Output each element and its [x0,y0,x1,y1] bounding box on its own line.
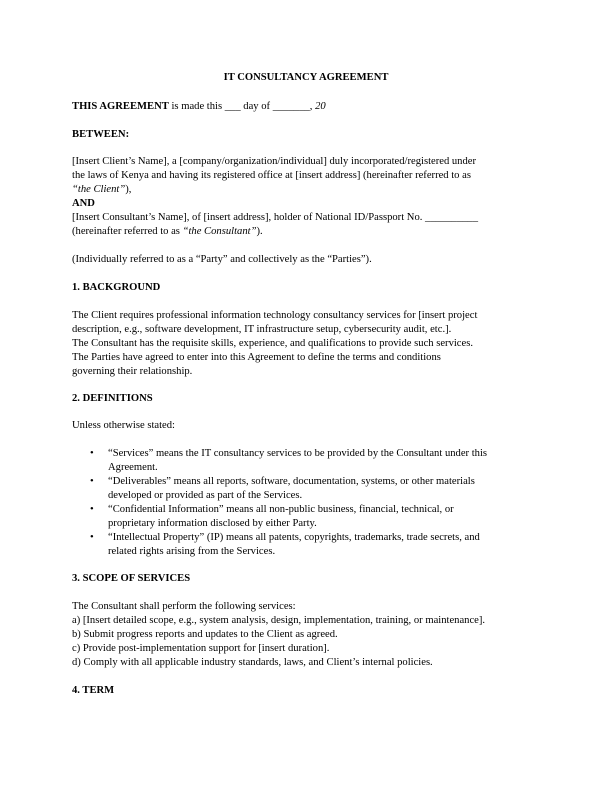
parties-note: (Individually referred to as a “Party” and collectively as the “Parties”). [72,254,372,265]
scope-item: d) Comply with all applicable industry standards, laws, and Client’s internal policies. [72,657,433,668]
background-line: The Consultant has the requisite skills, experience, and qualifications to provide such services. [72,338,473,349]
scope-lead: The Consultant shall perform the following services: [72,601,296,612]
definitions-heading: 2. DEFINITIONS [72,393,153,404]
definition-item-line: “Services” means the IT consultancy services to be provided by the Consultant under this [108,448,488,459]
client-line-3 [72,183,131,197]
bullet-marker: • [90,504,94,515]
bullet-marker: • [90,448,94,459]
client-line-3-rest: ), [125,184,132,195]
background-heading: 1. BACKGROUND [72,282,161,293]
term-heading: 4. TERM [72,685,115,696]
definitions-lead: Unless otherwise stated: [72,420,175,431]
definition-item-line: “Deliverables” means all reports, software, documentation, systems, or other materials [108,476,475,487]
definition-item-line: developed or provided as part of the Services. [108,490,303,501]
consultant-line-2 [72,225,263,239]
intro-text: is made this ___ day of _______, [168,101,316,112]
definition-item-line: proprietary information disclosed by either Party. [108,518,317,529]
scope-heading: 3. SCOPE OF SERVICES [72,573,191,584]
client-defined-term: “the Client” [72,184,126,195]
intro-year: 20 [315,101,326,112]
background-line: governing their relationship. [72,366,193,377]
between-heading: BETWEEN: [72,129,130,140]
scope-item: c) Provide post-implementation support for [insert duration]. [72,643,330,654]
intro-bold: THIS AGREEMENT [72,101,169,112]
consultant-line-1: [Insert Consultant’s Name], of [insert address], holder of National ID/Passport No. __________ [72,212,479,223]
definition-item-line: “Intellectual Property” (IP) means all patents, copyrights, trademarks, trade secrets, and [108,532,480,543]
scope-item: a) [Insert detailed scope, e.g., system analysis, design, implementation, training, or maintenance]. [72,615,486,626]
consultant-line-2-post: ). [256,226,263,237]
definition-item-line: “Confidential Information” means all non-public business, financial, technical, or [108,504,454,515]
agreement-intro [72,100,326,114]
definition-item-line: Agreement. [108,462,158,473]
client-line-2: the laws of Kenya and having its registered office at [insert address] (hereinafter referred to as [72,170,471,181]
scope-item: b) Submit progress reports and updates to the Client as agreed. [72,629,338,640]
bullet-marker: • [90,532,94,543]
background-line: description, e.g., software development, IT infrastructure setup, cybersecurity audit, etc.]. [72,324,452,335]
background-line: The Parties have agreed to enter into this Agreement to define the terms and conditions [72,352,441,363]
client-line-1: [Insert Client’s Name], a [company/organization/individual] duly incorporated/registered under [72,156,477,167]
consultant-line-2-pre: (hereinafter referred to as [72,226,183,237]
background-line: The Client requires professional information technology consultancy services for [insert project [72,310,478,321]
consultant-defined-term: “the Consultant” [182,226,257,237]
bullet-marker: • [90,476,94,487]
and-label: AND [72,198,95,209]
definition-item-line: related rights arising from the Services. [108,546,276,557]
document-title: IT CONSULTANCY AGREEMENT [223,72,389,83]
